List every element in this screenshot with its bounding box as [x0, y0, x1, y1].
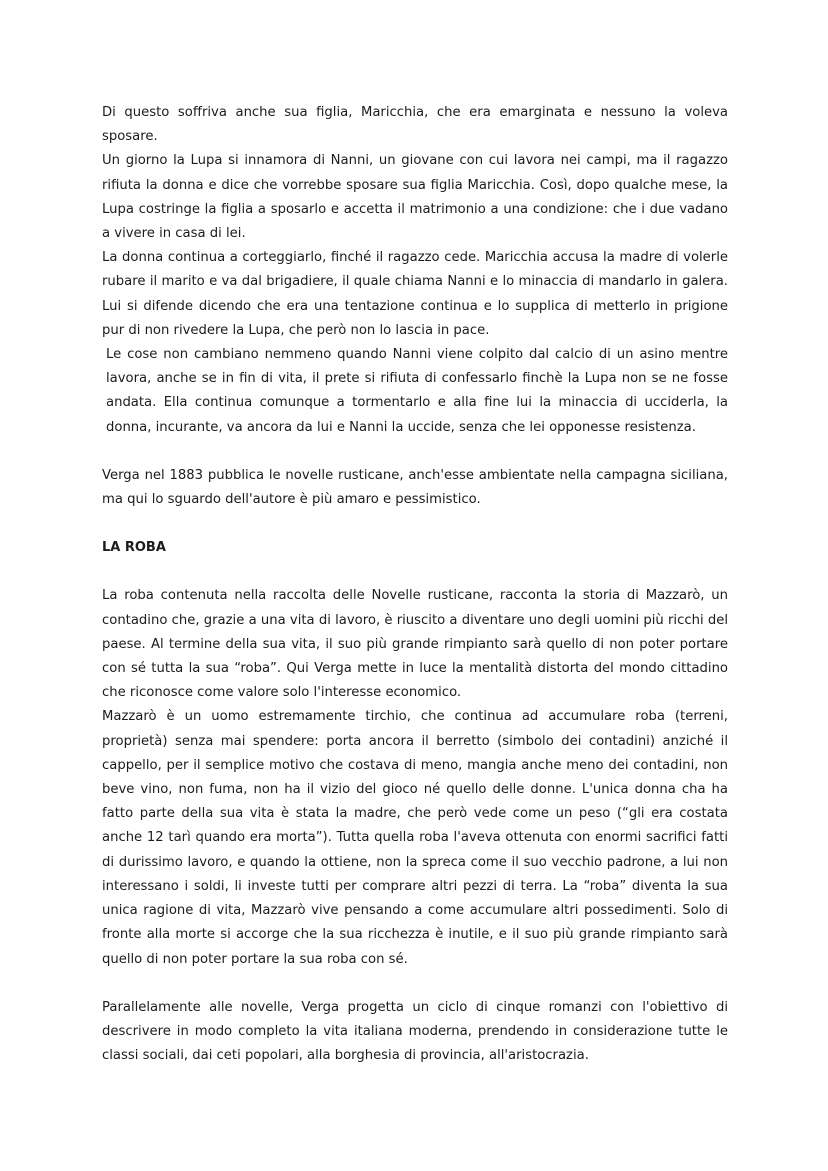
paragraph-final: Parallelamente alle novelle, Verga progetta un ciclo di cinque romanzi con l'obiettivo di descrivere in modo completo la vita italiana moderna, prendendo in considerazione tutte le classi sociali, dai ceti popolari, alla borghesia di provincia, all'aristocrazia.: [102, 999, 728, 1064]
section-heading: LA ROBA: [102, 540, 166, 556]
paragraph-spacer: [102, 972, 728, 996]
paragraph-spacer: [102, 512, 728, 536]
paragraph-spacer: [102, 440, 728, 464]
paragraph-verga: Verga nel 1883 pubblica le novelle rusticane, anch'esse ambientate nella campagna siciliana, ma qui lo sguardo dell'autore è più amaro e pessimistico.: [102, 467, 728, 508]
paragraph: Di questo soffriva anche sua figlia, Maricchia, che era emarginata e nessuno la voleva sposare.: [102, 105, 728, 145]
paragraph: Un giorno la Lupa si innamora di Nanni, un giovane con cui lavora nei campi, ma il ragazzo rifiuta la donna e dice che vorrebbe sposare sua figlia Maricchia. Così, dopo qualche mese, la Lupa costringe la figlia a sposarlo e accetta il matrimonio a una condizione: che i due vadano a vivere in casa di lei.: [102, 153, 728, 242]
paragraph: Mazzarò è un uomo estremamente tirchio, che continua ad accumulare roba (terreni, proprietà) senza mai spendere: porta ancora il berretto (simbolo dei contadini) anziché il cappello, per il semplice motivo che costava di meno, mangia anche meno dei contadini, non beve vino, non fuma, non ha il vizio del gioco né quello delle donne. L'unica donna cha ha fatto parte della sua vita è stata la madre, che però vede come un peso (“gli era costata anche 12 tarì quando era morta”). Tutta quella roba l'aveva ottenuta con enormi sacrifici fatti di durissimo lavoro, e quando la ottiene, non la spreca come il suo vecchio padrone, a lui non interessano i soldi, li investe tutti per comprare altri pezzi di terra. La “roba” diventa la sua unica ragione di vita, Mazzarò vive pensando a come accumulare altri possedimenti. Solo di fronte alla morte si accorge che la sua ricchezza è inutile, e il suo più grande rimpianto sarà quello di non poter portare la sua roba con sé.: [102, 709, 728, 967]
paragraph: La roba contenuta nella raccolta delle Novelle rusticane, racconta la storia di Mazzarò, un contadino che, grazie a una vita di lavoro, è riuscito a diventare uno degli uomini più ricchi del paese. Al termine della sua vita, il suo più grande rimpianto sarà quello di non poter portare con sé tutta la sua “roba”. Qui Verga mette in luce la mentalità distorta del mondo cittadino che riconosce come valore solo l'interesse economico.: [102, 588, 728, 701]
paragraph: Le cose non cambiano nemmeno quando Nanni viene colpito dal calcio di un asino mentre lavora, anche se in fin di vita, il prete si rifiuta di confessarlo finchè la Lupa non se ne fosse andata. Ella continua comunque a tormentarlo e alla fine lui la minaccia di ucciderla, la donna, incurante, va ancora da lui e Nanni la uccide, senza che lei opponesse resistenza.: [106, 347, 728, 435]
document-page: [102, 101, 728, 1068]
paragraph: La donna continua a corteggiarlo, finché il ragazzo cede. Maricchia accusa la madre di volerle rubare il marito e va dal brigadiere, il quale chiama Nanni e lo minaccia di mandarlo in galera. Lui si difende dicendo che era una tentazione continua e lo supplica di metterlo in prigione pur di non rivedere la Lupa, che però non lo lascia in pace.: [102, 250, 728, 338]
paragraph-spacer: [102, 560, 728, 584]
